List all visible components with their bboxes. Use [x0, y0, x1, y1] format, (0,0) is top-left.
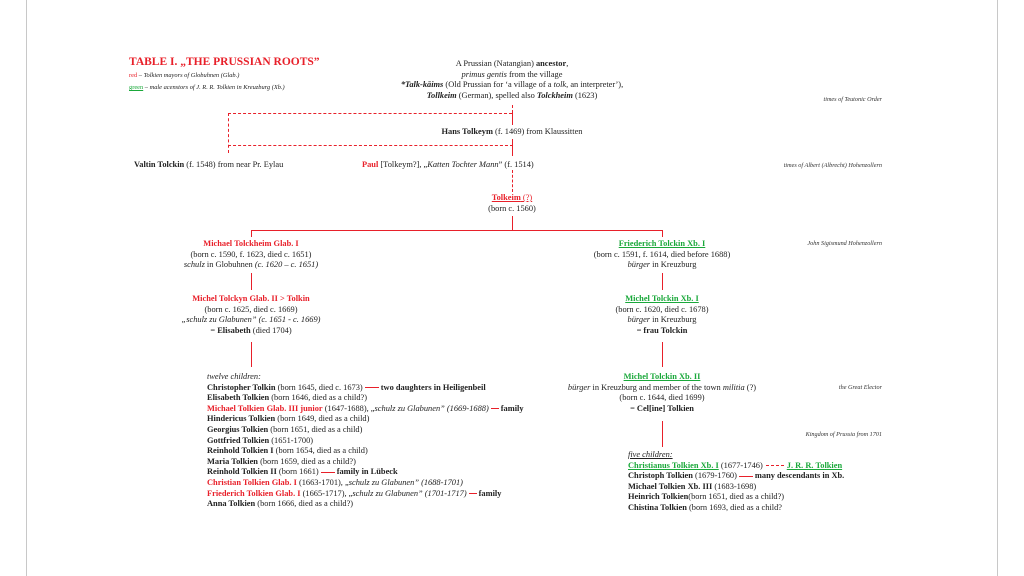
- left-page-border: [26, 0, 27, 576]
- twelve-children-list: [207, 372, 524, 510]
- connector-valtin-dashed: [228, 113, 229, 153]
- legend-red: red – Tolkien mayors of Globuhnen (Glab.): [129, 72, 240, 79]
- hans-tolkeym: Hans Tolkeym (f. 1469) from Klaussitten: [441, 127, 583, 136]
- list-item: Christianus Tolkien Xb. I (1677-1746) J. R. R. Tolkien: [628, 460, 843, 470]
- tolkeim: Tolkeim (?) (born c. 1560): [488, 193, 536, 213]
- era-kingdom: Kingdom of Prussia from 1701: [805, 431, 882, 438]
- twelve-children-heading: twelve children:: [207, 372, 261, 381]
- five-children-list: [628, 450, 844, 514]
- michel-tolckyn-glab-2: Michel Tolckyn Glab. II > Tolkin (born c. 1625, died c. 1669) „schulz zu Glabunen” (c. 1651 - c. 1669) = Elisabeth (died 1704): [181, 294, 321, 335]
- list-item: Christopher Tolkin (born 1645, died c. 1673) two daughters in Heiligenbeil: [207, 382, 486, 392]
- legend-green: green – male acenstors of J. R. R. Tolkien in Kreuzburg (Xb.): [129, 84, 285, 91]
- connector-twelve: [251, 342, 252, 367]
- era-albert: times of Albert (Albrecht) Hohenzollern: [783, 162, 882, 169]
- list-item: Michael Tolkien Xb. III (1683-1698): [628, 481, 757, 491]
- list-item: Christian Tolkien Glab. I (1663-1701), „schulz zu Glabunen” (1688-1701): [207, 477, 463, 487]
- connector-tolkeim-dashed: [512, 170, 513, 192]
- michael-tolckheim-glab-1: Michael Tolckheim Glab. I (born c. 1590, f. 1623, died c. 1651) schulz in Globuhnen (c. 1620 – c. 1651): [183, 239, 319, 270]
- list-item: Reinhold Tolkien I (born 1654, died as a child): [207, 446, 368, 456]
- valtin-tolckin: Valtin Tolckin (f. 1548) from near Pr. Eylau: [134, 160, 284, 169]
- ancestor-block: A Prussian (Natangian) ancestor, primus gentis from the village *Talk-kāims (Old Prussian for ‘a village of a tolk, an interpreter’), Tollkeim (German), spelled also Tolckheim (1623): [400, 59, 624, 100]
- connector-michael1: [251, 230, 252, 237]
- list-item: Chistina Tolkien (born 1693, died as a child?: [628, 502, 783, 512]
- right-page-border: [997, 0, 998, 576]
- era-sigismund: John Sigismund Hohenzollern: [807, 240, 882, 247]
- paul-tolkeym: Paul [Tolkeym?], „Katten Tochter Mann” (f. 1514): [362, 160, 534, 169]
- list-item: Elisabeth Tolkien (born 1646, died as a child?): [207, 393, 368, 403]
- list-item: Georgius Tolkien (born 1651, died as a child): [207, 424, 363, 434]
- michel-tolckin-xb-2: Michel Tolckin Xb. II bürger in Kreuzburg and member of the town militia (?) (born c. 1644, died 1699) = Cel[ine] Tolkien: [567, 372, 757, 413]
- connector-michelxb2: [662, 342, 663, 367]
- list-item: Gottfried Tolkien (1651-1700): [207, 435, 314, 445]
- connector-paul: [512, 139, 513, 156]
- connector-top-dashed: [228, 113, 512, 114]
- list-item: Friederich Tolkien Glab. I (1665-1717), „schulz zu Glabunen” (1701-1717) family: [207, 488, 502, 498]
- list-item: Hindericus Tolkien (born 1649, died as a child): [207, 414, 370, 424]
- connector-five: [662, 421, 663, 447]
- connector-michelxb1: [662, 273, 663, 290]
- friederich-tolckin-xb-1: Friederich Tolckin Xb. I (born c. 1591, f. 1614, died before 1688) bürger in Kreuzburg: [593, 239, 731, 270]
- five-children-heading: five children:: [628, 450, 673, 459]
- list-item: Heinrich Tolkien(born 1651, died as a child?): [628, 492, 785, 502]
- connector-tolkeim-down: [512, 216, 513, 230]
- connector-hans: [512, 113, 513, 125]
- connector-ancestor-dashed: [512, 105, 513, 113]
- era-great-elector: the Great Elector: [838, 384, 882, 391]
- michel-tolckin-xb-1: Michel Tolckin Xb. I (born c. 1620, died c. 1678) bürger in Kreuzburg = frau Tolckin: [615, 294, 709, 335]
- list-item: Reinhold Tolkien II (born 1661) family in Lübeck: [207, 467, 398, 477]
- list-item: Michael Tolkien Glab. III junior (1647-1688), „schulz zu Glabunen” (1669-1688) family: [207, 403, 524, 413]
- connector-michel2: [251, 273, 252, 290]
- era-teutonic: times of Teutonic Order: [823, 96, 882, 103]
- connector-middle-dashed: [228, 145, 513, 146]
- connector-siblings: [251, 230, 662, 231]
- list-item: Christoph Tolkien (1679-1760) many descendants in Xb.: [628, 471, 845, 481]
- connector-friederich: [662, 230, 663, 237]
- list-item: Anna Tolkien (born 1666, died as a child?): [207, 499, 354, 509]
- list-item: Maria Tolkien (born 1659, died as a child?): [207, 456, 356, 466]
- table-title: TABLE I. „THE PRUSSIAN ROOTS”: [129, 56, 320, 68]
